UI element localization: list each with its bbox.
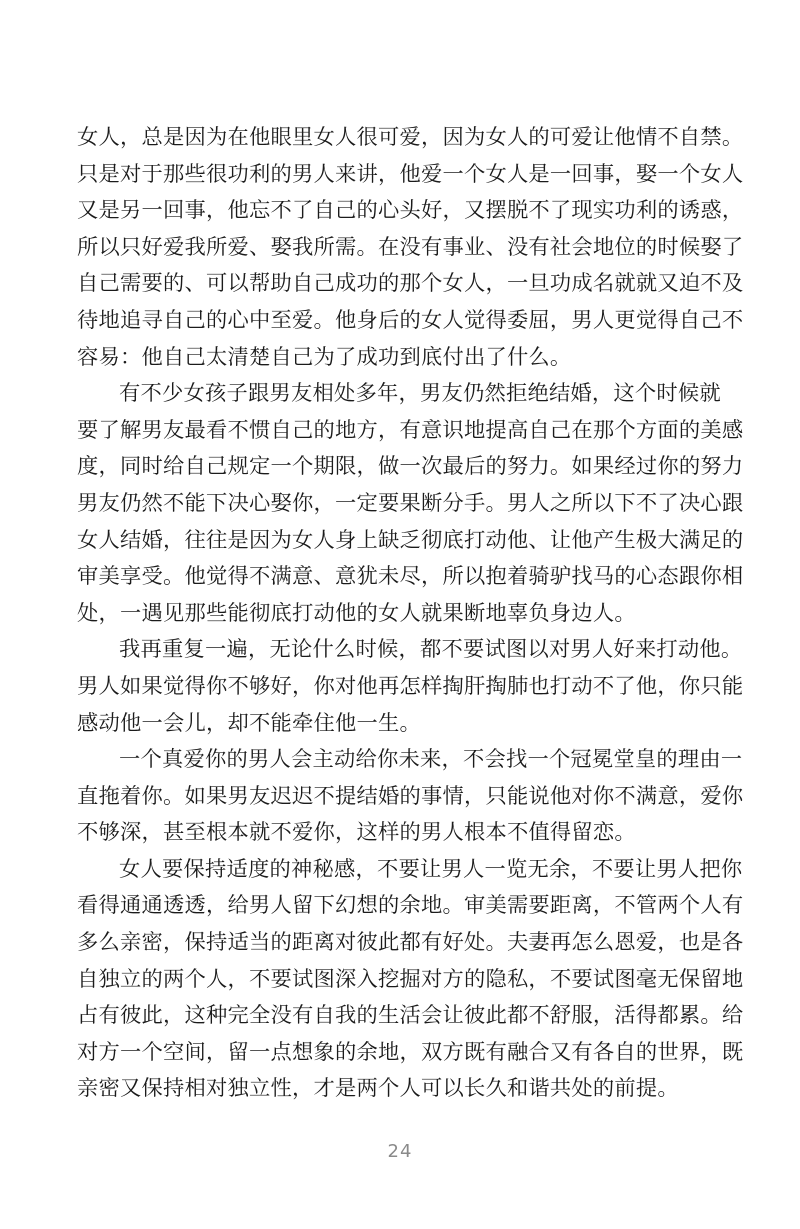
text-line: 审美享受。他觉得不满意、意犹未尽，所以抱着骑驴找马的心态跟你相: [77, 564, 744, 590]
text-line: 女人，总是因为在他眼里女人很可爱，因为女人的可爱让他情不自禁。: [77, 125, 744, 150]
text-line: 又是另一回事，他忘不了自己的心头好，又摆脱不了现实功利的诱惑，: [77, 198, 744, 224]
text-line: 不够深，甚至根本就不爱你，这样的男人根本不值得留恋。: [77, 820, 636, 846]
text-line: 有不少女孩子跟男友相处多年，男友仍然拒绝结婚，这个时候就: [119, 381, 721, 407]
text-line: 我再重复一遍，无论什么时候，都不要试图以对男人好来打动他。: [119, 637, 743, 663]
text-line: 对方一个空间，留一点想象的余地，双方既有融合又有各自的世界，既: [77, 1039, 744, 1065]
text-line: 一个真爱你的男人会主动给你未来，不会找一个冠冕堂皇的理由一: [119, 747, 743, 773]
text-line: 看得通通透透，给男人留下幻想的余地。审美需要距离，不管两个人有: [77, 893, 744, 919]
text-line: 所以只好爱我所爱、娶我所需。在没有事业、没有社会地位的时候娶了: [77, 234, 744, 260]
body-text: [77, 120, 744, 1108]
text-line: 多么亲密，保持适当的距离对彼此都有好处。夫妻再怎么恩爱，也是各: [77, 930, 744, 956]
text-line: 男人如果觉得你不够好，你对他再怎样掏肝掏肺也打动不了他，你只能: [77, 673, 744, 699]
text-line: 处，一遇见那些能彻底打动他的女人就果断地辜负身边人。: [77, 600, 636, 626]
text-line: 女人结婚，往往是因为女人身上缺乏彻底打动他、让他产生极大满足的: [77, 527, 744, 553]
text-line: 自己需要的、可以帮助自己成功的那个女人，一旦功成名就就又迫不及: [77, 271, 744, 297]
text-line: 男友仍然不能下决心娶你，一定要果断分手。男人之所以下不了决心跟: [77, 490, 744, 516]
text-line: 度，同时给自己规定一个期限，做一次最后的努力。如果经过你的努力: [77, 454, 744, 480]
text-line: 女人要保持适度的神秘感，不要让男人一览无余，不要让男人把你: [119, 856, 743, 882]
text-line: 自独立的两个人，不要试图深入挖掘对方的隐私，不要试图毫无保留地: [77, 966, 744, 992]
page-number: 24: [387, 1141, 413, 1162]
text-line: 占有彼此，这种完全没有自我的生活会让彼此都不舒服，活得都累。给: [77, 1003, 744, 1029]
text-line: 只是对于那些很功利的男人来讲，他爱一个女人是一回事，娶一个女人: [77, 161, 744, 187]
text-line: 亲密又保持相对独立性，才是两个人可以长久和谐共处的前提。: [77, 1076, 679, 1102]
text-line: 感动他一会儿，却不能牵住他一生。: [77, 710, 421, 736]
text-line: 待地追寻自己的心中至爱。他身后的女人觉得委屈，男人更觉得自己不: [77, 307, 744, 333]
text-line: 要了解男友最看不惯自己的地方，有意识地提高自己在那个方面的美感: [77, 417, 744, 443]
text-line: 直拖着你。如果男友迟迟不提结婚的事情，只能说他对你不满意，爱你: [77, 783, 744, 809]
text-line: 容易：他自己太清楚自己为了成功到底付出了什么。: [77, 344, 572, 370]
